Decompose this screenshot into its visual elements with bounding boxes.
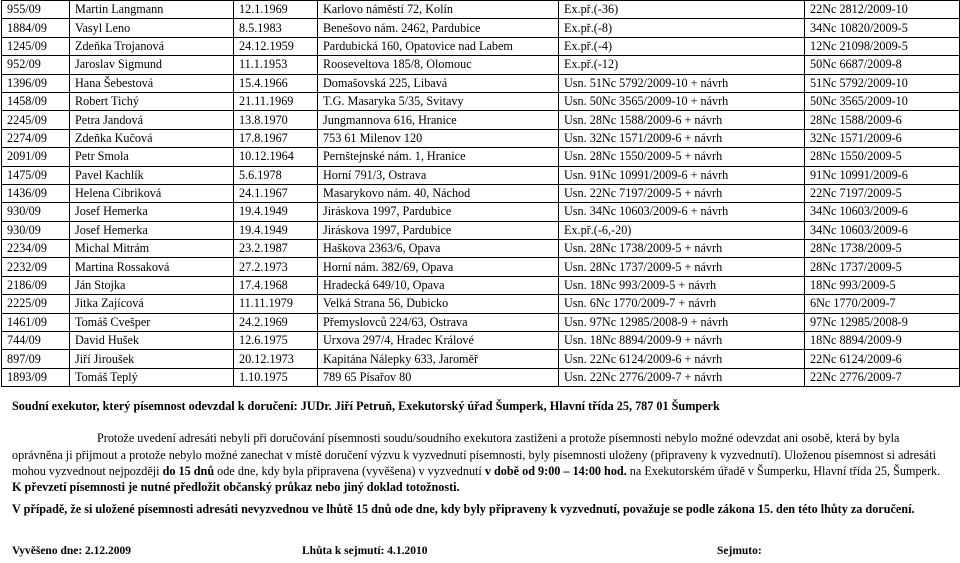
case-number-cell: 955/09: [2, 1, 70, 19]
name-cell: Tomáš Teplý: [70, 368, 234, 386]
name-cell: Hana Šebestová: [70, 74, 234, 92]
birth-date-cell: 24.12.1959: [234, 37, 318, 55]
name-cell: Martin Langmann: [70, 1, 234, 19]
table-row: [2, 368, 960, 386]
document-cell: Usn. 18Nc 8894/2009-9 + návrh: [559, 332, 805, 350]
address-cell: Jungmannova 616, Hranice: [318, 111, 559, 129]
table-row: [2, 240, 960, 258]
name-cell: Helena Cibriková: [70, 184, 234, 202]
address-cell: Přemyslovců 224/63, Ostrava: [318, 313, 559, 331]
file-number-cell: 50Nc 3565/2009-10: [805, 92, 960, 110]
case-number-cell: 1245/09: [2, 37, 70, 55]
table-row: [2, 148, 960, 166]
exekutor-line: Soudní exekutor, který písemnost odevzdal k doručení: JUDr. Jiří Petruň, Exekutorský úřad Šumperk, Hlavní třída 25, 787 01 Šumperk: [12, 399, 720, 413]
file-number-cell: 50Nc 6687/2009-8: [805, 56, 960, 74]
notice-id-requirement: K převzetí písemnosti je nutné předložit občanský průkaz nebo jiný doklad totožnosti.: [12, 480, 460, 495]
document-cell: Usn. 28Nc 1550/2009-5 + návrh: [559, 148, 805, 166]
table-row: [2, 74, 960, 92]
case-number-cell: 1893/09: [2, 368, 70, 386]
file-number-cell: 6Nc 1770/2009-7: [805, 295, 960, 313]
name-cell: Jitka Zajícová: [70, 295, 234, 313]
birth-date-cell: 19.4.1949: [234, 203, 318, 221]
address-cell: Karlovo náměstí 72, Kolín: [318, 1, 559, 19]
file-number-cell: 22Nc 2776/2009-7: [805, 368, 960, 386]
birth-date-cell: 24.1.1967: [234, 184, 318, 202]
file-number-cell: 22Nc 6124/2009-6: [805, 350, 960, 368]
posted-date: Vyvěšeno dne: 2.12.2009: [12, 545, 132, 557]
address-cell: Jiráskova 1997, Pardubice: [318, 221, 559, 239]
birth-date-cell: 12.1.1969: [234, 1, 318, 19]
document-cell: Usn. 22Nc 7197/2009-5 + návrh: [559, 184, 805, 202]
address-cell: Jiráskova 1997, Pardubice: [318, 203, 559, 221]
birth-date-cell: 19.4.1949: [234, 221, 318, 239]
case-number-cell: 930/09: [2, 221, 70, 239]
case-number-cell: 1436/09: [2, 184, 70, 202]
birth-date-cell: 5.6.1978: [234, 166, 318, 184]
file-number-cell: 18Nc 993/2009-5: [805, 276, 960, 294]
birth-date-cell: 12.6.1975: [234, 332, 318, 350]
file-number-cell: 34Nc 10820/2009-5: [805, 19, 960, 37]
file-number-cell: 28Nc 1737/2009-5: [805, 258, 960, 276]
address-cell: Velká Strana 56, Dubicko: [318, 295, 559, 313]
document-cell: Usn. 34Nc 10603/2009-6 + návrh: [559, 203, 805, 221]
name-cell: Petr Smola: [70, 148, 234, 166]
document-cell: Ex.př.(-36): [559, 1, 805, 19]
address-cell: Kapitána Nálepky 633, Jaroměř: [318, 350, 559, 368]
case-number-cell: 2186/09: [2, 276, 70, 294]
case-number-cell: 2232/09: [2, 258, 70, 276]
table-row: [2, 56, 960, 74]
case-number-cell: 1396/09: [2, 74, 70, 92]
birth-date-cell: 1.10.1975: [234, 368, 318, 386]
table-row: [2, 258, 960, 276]
document-cell: Usn. 6Nc 1770/2009-7 + návrh: [559, 295, 805, 313]
notice-text-c: ode dne, kdy byla připravena (vyvěšena) v vyzvednutí: [214, 463, 485, 478]
file-number-cell: 28Nc 1588/2009-6: [805, 111, 960, 129]
name-cell: Martina Rossaková: [70, 258, 234, 276]
case-number-cell: 2245/09: [2, 111, 70, 129]
address-cell: 753 61 Milenov 120: [318, 129, 559, 147]
birth-date-cell: 24.2.1969: [234, 313, 318, 331]
name-cell: Vasyl Leno: [70, 19, 234, 37]
document-cell: Usn. 28Nc 1588/2009-6 + návrh: [559, 111, 805, 129]
case-number-cell: 1475/09: [2, 166, 70, 184]
document-cell: Usn. 28Nc 1738/2009-5 + návrh: [559, 240, 805, 258]
file-number-cell: 32Nc 1571/2009-6: [805, 129, 960, 147]
table-row: [2, 332, 960, 350]
name-cell: Zdeňka Trojanová: [70, 37, 234, 55]
name-cell: Josef Hemerka: [70, 221, 234, 239]
table-row: [2, 221, 960, 239]
birth-date-cell: 17.4.1968: [234, 276, 318, 294]
document-cell: Usn. 91Nc 10991/2009-6 + návrh: [559, 166, 805, 184]
birth-date-cell: 13.8.1970: [234, 111, 318, 129]
address-cell: Haškova 2363/6, Opava: [318, 240, 559, 258]
case-number-cell: 2225/09: [2, 295, 70, 313]
table-row: [2, 295, 960, 313]
address-cell: Pernštejnské nám. 1, Hranice: [318, 148, 559, 166]
name-cell: Michal Mitrám: [70, 240, 234, 258]
footer: [12, 545, 950, 561]
file-number-cell: 28Nc 1738/2009-5: [805, 240, 960, 258]
case-number-cell: 952/09: [2, 56, 70, 74]
address-cell: Rooseveltova 185/8, Olomouc: [318, 56, 559, 74]
name-cell: Petra Jandová: [70, 111, 234, 129]
case-number-cell: 2234/09: [2, 240, 70, 258]
registry-table-body: [2, 1, 960, 387]
name-cell: Jiří Jiroušek: [70, 350, 234, 368]
birth-date-cell: 8.5.1983: [234, 19, 318, 37]
name-cell: Jaroslav Sigmund: [70, 56, 234, 74]
file-number-cell: 12Nc 21098/2009-5: [805, 37, 960, 55]
file-number-cell: 18Nc 8894/2009-9: [805, 332, 960, 350]
document-cell: Ex.př.(-4): [559, 37, 805, 55]
notice-deadline-days: do 15 dnů: [162, 463, 215, 478]
table-row: [2, 350, 960, 368]
document-cell: Usn. 51Nc 5792/2009-10 + návrh: [559, 74, 805, 92]
table-row: [2, 92, 960, 110]
notice-section: [12, 398, 950, 518]
address-cell: Masarykovo nám. 40, Náchod: [318, 184, 559, 202]
document-cell: Usn. 18Nc 993/2009-5 + návrh: [559, 276, 805, 294]
notice-delivery-rule: V případě, že si uložené písemnosti adresáti nevyzvednou ve lhůtě 15 dnů ode dne, kdy byly připraveny k vyzvednutí, považuje se podle zákona 15. den této lhůty za doručení.: [12, 502, 915, 517]
birth-date-cell: 23.2.1987: [234, 240, 318, 258]
address-cell: T.G. Masaryka 5/35, Svitavy: [318, 92, 559, 110]
notice-text-e: na Exekutorském úřadě v Šumperku, Hlavní třída 25, Šumperk.: [626, 463, 941, 478]
file-number-cell: 34Nc 10603/2009-6: [805, 221, 960, 239]
birth-date-cell: 27.2.1973: [234, 258, 318, 276]
address-cell: Horní 791/3, Ostrava: [318, 166, 559, 184]
document-cell: Usn. 22Nc 2776/2009-7 + návrh: [559, 368, 805, 386]
table-row: [2, 129, 960, 147]
table-row: [2, 1, 960, 19]
document-cell: Usn. 50Nc 3565/2009-10 + návrh: [559, 92, 805, 110]
address-cell: Urxova 297/4, Hradec Králové: [318, 332, 559, 350]
birth-date-cell: 15.4.1966: [234, 74, 318, 92]
notice-text-a: Protože uvedení adresáti nebyli při doručování písemnosti soudu/soudního exekutora zastiženi a protože písemnosti nebylo možné odevzdat ani osobě, která by byla oprávněna ji přijmout a protože nebylo možné zanechat v místě doručení výzvu k vyzvednutí písemnosti, byly písemnosti uloženy (připraveny k vyzvednutí). Uloženou písemnost si adresáti mohou vyzvednout nejpozději: [12, 431, 936, 478]
case-number-cell: 1461/09: [2, 313, 70, 331]
table-row: [2, 313, 960, 331]
table-row: [2, 276, 960, 294]
file-number-cell: 91Nc 10991/2009-6: [805, 166, 960, 184]
document-cell: Ex.př.(-8): [559, 19, 805, 37]
file-number-cell: 97Nc 12985/2008-9: [805, 313, 960, 331]
document-cell: Ex.př.(-6,-20): [559, 221, 805, 239]
notice-office-hours: v době od 9:00 – 14:00 hod.: [484, 463, 627, 478]
file-number-cell: 22Nc 2812/2009-10: [805, 1, 960, 19]
file-number-cell: 51Nc 5792/2009-10: [805, 74, 960, 92]
document-cell: Usn. 28Nc 1737/2009-5 + návrh: [559, 258, 805, 276]
file-number-cell: 28Nc 1550/2009-5: [805, 148, 960, 166]
name-cell: David Hušek: [70, 332, 234, 350]
document-cell: Ex.př.(-12): [559, 56, 805, 74]
table-row: [2, 111, 960, 129]
notice-paragraph: [12, 430, 950, 495]
table-row: [2, 166, 960, 184]
birth-date-cell: 11.1.1953: [234, 56, 318, 74]
case-number-cell: 744/09: [2, 332, 70, 350]
file-number-cell: 34Nc 10603/2009-6: [805, 203, 960, 221]
name-cell: Tomáš Cvešper: [70, 313, 234, 331]
address-cell: Benešovo nám. 2462, Pardubice: [318, 19, 559, 37]
removed-label: Sejmuto:: [717, 545, 762, 557]
table-row: [2, 37, 960, 55]
address-cell: Pardubická 160, Opatovice nad Labem: [318, 37, 559, 55]
table-row: [2, 184, 960, 202]
case-number-cell: 1458/09: [2, 92, 70, 110]
removal-deadline: Lhůta k sejmutí: 4.1.2010: [302, 545, 428, 557]
address-cell: Horní nám. 382/69, Opava: [318, 258, 559, 276]
case-number-cell: 1884/09: [2, 19, 70, 37]
table-row: [2, 203, 960, 221]
address-cell: 789 65 Písařov 80: [318, 368, 559, 386]
document-cell: Usn. 32Nc 1571/2009-6 + návrh: [559, 129, 805, 147]
birth-date-cell: 10.12.1964: [234, 148, 318, 166]
case-number-cell: 2274/09: [2, 129, 70, 147]
name-cell: Pavel Kachlík: [70, 166, 234, 184]
name-cell: Josef Hemerka: [70, 203, 234, 221]
birth-date-cell: 20.12.1973: [234, 350, 318, 368]
document-cell: Usn. 22Nc 6124/2009-6 + návrh: [559, 350, 805, 368]
case-number-cell: 930/09: [2, 203, 70, 221]
document-cell: Usn. 97Nc 12985/2008-9 + návrh: [559, 313, 805, 331]
name-cell: Robert Tichý: [70, 92, 234, 110]
case-number-cell: 897/09: [2, 350, 70, 368]
file-number-cell: 22Nc 7197/2009-5: [805, 184, 960, 202]
address-cell: Domašovská 225, Libavá: [318, 74, 559, 92]
name-cell: Zdeňka Kučová: [70, 129, 234, 147]
birth-date-cell: 11.11.1979: [234, 295, 318, 313]
birth-date-cell: 21.11.1969: [234, 92, 318, 110]
birth-date-cell: 17.8.1967: [234, 129, 318, 147]
case-number-cell: 2091/09: [2, 148, 70, 166]
table-row: [2, 19, 960, 37]
address-cell: Hradecká 649/10, Opava: [318, 276, 559, 294]
name-cell: Ján Stojka: [70, 276, 234, 294]
registry-table: [1, 0, 960, 387]
